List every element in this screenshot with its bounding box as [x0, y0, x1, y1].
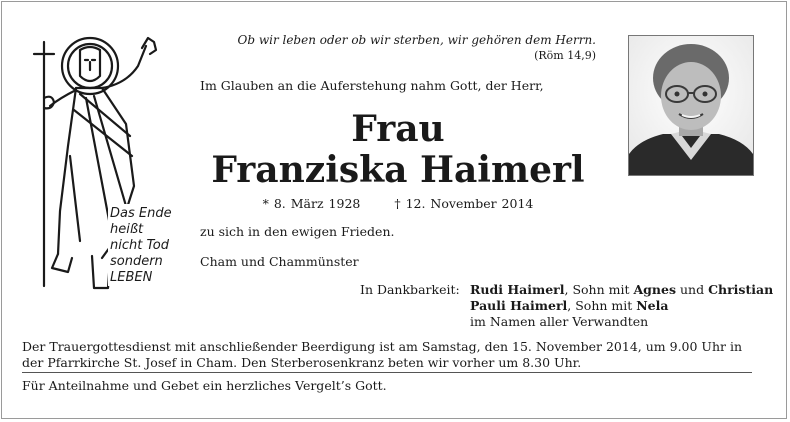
birth-date: * 8. März 1928 [262, 196, 361, 211]
salutation: Frau [351, 108, 445, 150]
intro-text: Im Glauben an die Auferstehung nahm Gott, der Herr, [200, 78, 544, 93]
portrait-photo [628, 35, 754, 176]
place-text: Cham und Chammünster [200, 254, 359, 269]
mourner-line: Pauli Haimerl, Sohn mit Nela [470, 298, 669, 313]
closing-text: zu sich in den ewigen Frieden. [200, 224, 395, 239]
illustration-line-3: nicht Tod [110, 238, 170, 253]
death-date: † 12. November 2014 [394, 196, 534, 211]
illustration-line-2: heißt [110, 222, 144, 237]
mourner-line: im Namen aller Verwandten [470, 314, 649, 329]
mourner-line: Rudi Haimerl, Sohn mit Agnes und Christian [470, 282, 774, 297]
illustration-line-1: Das Ende [110, 206, 172, 221]
mourners-list [470, 282, 773, 330]
bible-reference: (Röm 14,9) [534, 49, 596, 62]
life-dates [200, 196, 596, 211]
divider [22, 372, 752, 373]
final-thanks: Für Anteilnahme und Gebet ein herzliches Vergelt’s Gott. [22, 378, 387, 393]
thanks-label: In Dankbarkeit: [360, 282, 460, 297]
illustration-line-5: LEBEN [110, 270, 153, 285]
deceased-name: Franziska Haimerl [211, 149, 585, 191]
risen-christ-icon [30, 36, 172, 298]
illustration-line-4: sondern [110, 254, 163, 269]
bible-verse: Ob wir leben oder ob wir sterben, wir gehören dem Herrn. [237, 33, 596, 47]
service-info: Der Trauergottesdienst mit anschließender Beerdigung ist am Samstag, den 15. November 2014, um 9.00 Uhr in der Pfarrkirche St. Josef in Cham. Den Sterberosenkranz beten wir vorher um 8.30 Uhr. [22, 339, 743, 370]
